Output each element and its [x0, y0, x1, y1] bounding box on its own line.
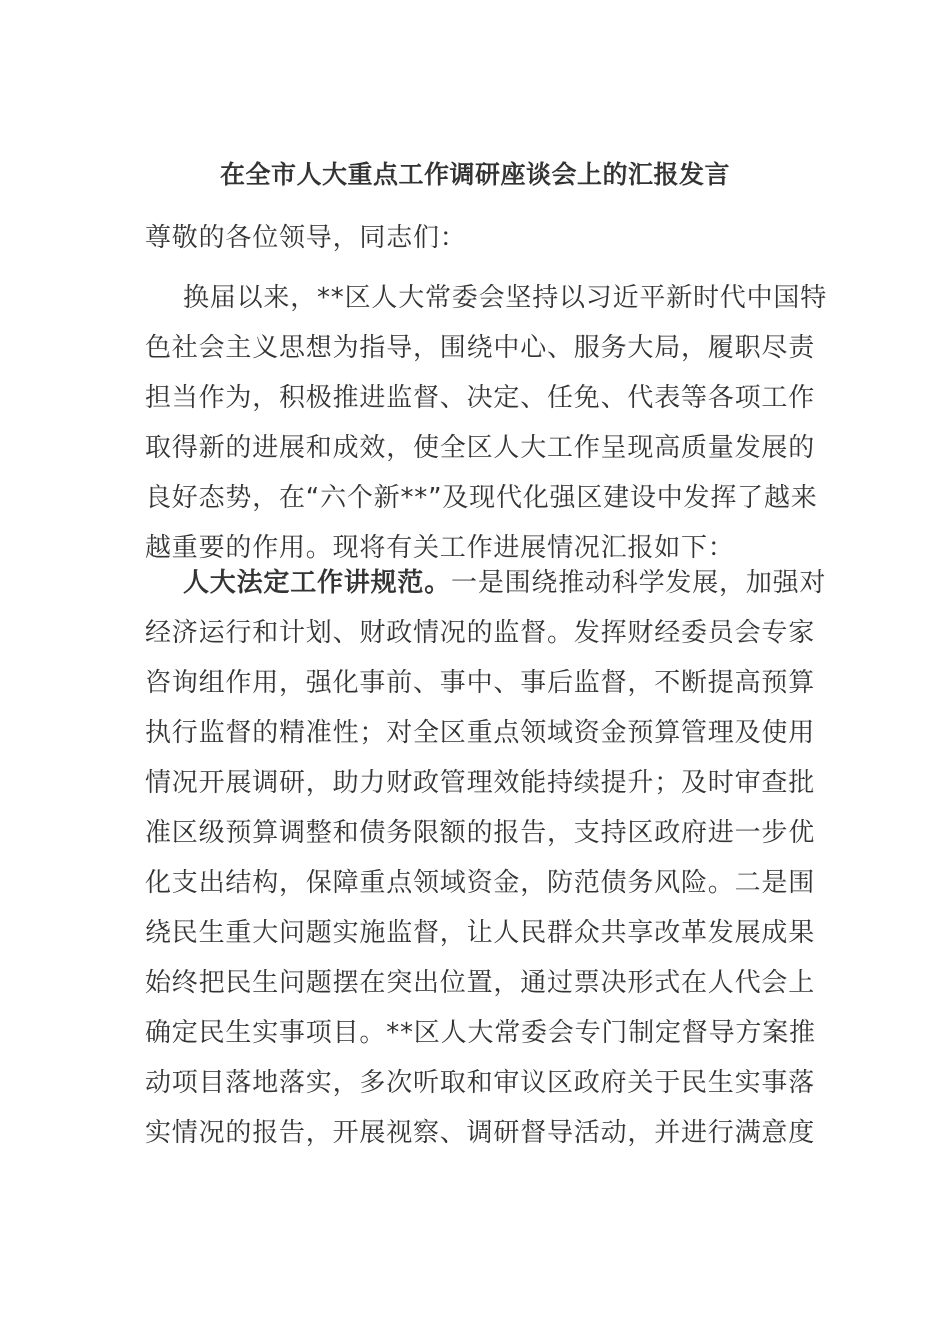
- paragraph-line: 化支出结构，保障重点领域资金，防范债务风险。二是围: [145, 868, 816, 898]
- paragraph-line: 担当作为，积极推进监督、决定、任免、代表等各项工作: [145, 383, 816, 413]
- paragraph-line: 色社会主义思想为指导，围绕中心、服务大局，履职尽责: [145, 333, 816, 363]
- paragraph-line: 动项目落地落实，多次听取和审议区政府关于民生实事落: [145, 1068, 816, 1098]
- paragraph-line: 经济运行和计划、财政情况的监督。发挥财经委员会专家: [145, 618, 816, 648]
- salutation-text: 尊敬的各位领导，同志们：: [145, 223, 467, 253]
- paragraph-intro: [145, 273, 828, 573]
- paragraph-line: 越重要的作用。现将有关工作进展情况汇报如下：: [145, 533, 735, 563]
- paragraph-line: 绕民生重大问题实施监督，让人民群众共享改革发展成果: [145, 918, 816, 948]
- paragraph-line: 情况开展调研，助力财政管理效能持续提升；及时审查批: [145, 768, 816, 798]
- paragraph-line: 良好态势，在“六个新**”及现代化强区建设中发挥了越来: [145, 483, 818, 513]
- salutation: [145, 213, 807, 263]
- paragraph-line: 确定民生实事项目。**区人大常委会专门制定督导方案推: [145, 1018, 816, 1048]
- section-heading: 人大法定工作讲规范。: [183, 568, 452, 598]
- paragraph-line: 咨询组作用，强化事前、事中、事后监督，不断提高预算: [145, 668, 816, 698]
- paragraph-line: [145, 558, 827, 608]
- paragraph-legal-work: [145, 558, 827, 1158]
- paragraph-line-rest: 一是围绕推动科学发展，加强对: [451, 568, 827, 598]
- document-title: 在全市人大重点工作调研座谈会上的汇报发言: [219, 160, 730, 189]
- paragraph-line: 取得新的进展和成效，使全区人大工作呈现高质量发展的: [145, 433, 816, 463]
- paragraph-line: 执行监督的精准性；对全区重点领域资金预算管理及使用: [145, 718, 816, 748]
- paragraph-line: 换届以来，**区人大常委会坚持以习近平新时代中国特: [183, 283, 828, 313]
- paragraph-line: 准区级预算调整和债务限额的报告，支持区政府进一步优: [145, 818, 816, 848]
- paragraph-line: 始终把民生问题摆在突出位置，通过票决形式在人代会上: [145, 968, 816, 998]
- paragraph-line: 实情况的报告，开展视察、调研督导活动，并进行满意度: [145, 1118, 816, 1148]
